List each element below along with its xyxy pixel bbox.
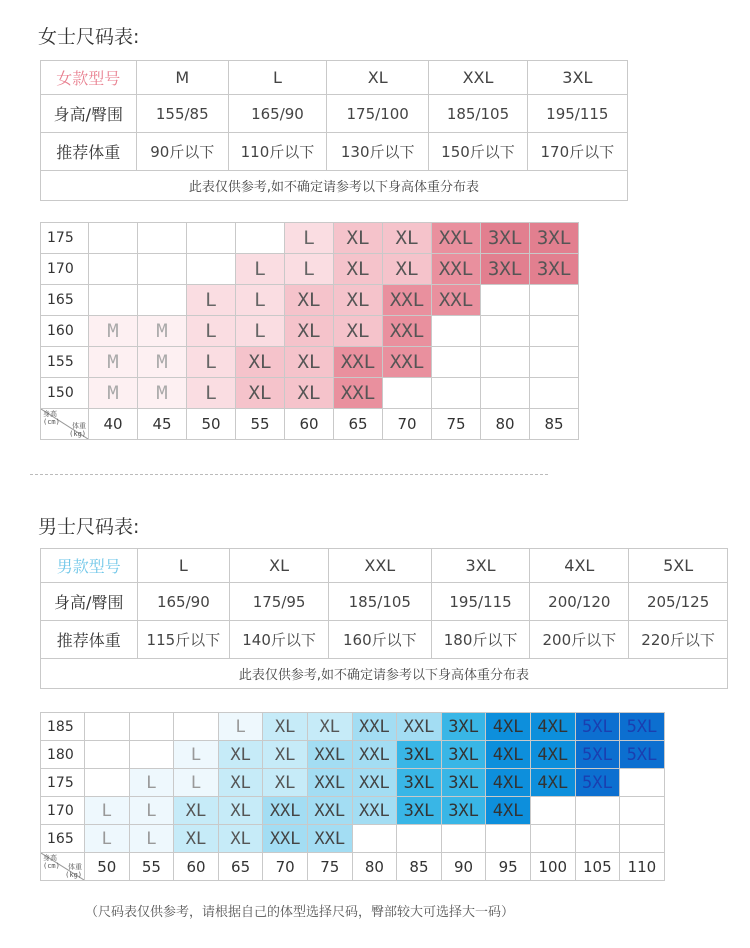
men-grid-cell: 5XL <box>575 713 620 741</box>
women-grid-cell: L <box>187 347 236 378</box>
men-size-3xl: 3XL <box>431 549 530 583</box>
women-height-label: 170 <box>41 254 89 285</box>
women-grid-cell: 3XL <box>530 254 579 285</box>
women-grid-cell: XL <box>334 223 383 254</box>
women-grid-cell: L <box>285 254 334 285</box>
men-grid-cell <box>129 713 174 741</box>
men-grid-cell: XXL <box>397 713 442 741</box>
women-size-l: L <box>228 61 326 95</box>
women-grid-cell: XXL <box>383 347 432 378</box>
men-grid-cell: XL <box>263 741 308 769</box>
men-grid-cell: XXL <box>352 797 397 825</box>
women-grid-row <box>41 285 579 316</box>
men-grid-cell: XL <box>307 713 352 741</box>
men-row2-cell: 180斤以下 <box>431 621 530 659</box>
section-divider <box>30 474 548 475</box>
men-grid-cell <box>620 769 665 797</box>
women-size-3xl: 3XL <box>527 61 627 95</box>
women-grid-cell <box>481 316 530 347</box>
women-grid-cell: XXL <box>383 285 432 316</box>
women-grid-cell: XXL <box>432 223 481 254</box>
men-row1-cell: 195/115 <box>431 583 530 621</box>
women-section-title: 女士尺码表: <box>38 26 140 48</box>
women-grid-row <box>41 316 579 347</box>
women-weight-label: 80 <box>481 409 530 440</box>
men-grid-cell: XL <box>218 797 263 825</box>
women-grid-cell <box>383 378 432 409</box>
men-grid-cell <box>441 825 486 853</box>
men-corner-weight-label <box>65 863 82 879</box>
men-grid-cell: XXL <box>307 825 352 853</box>
men-header-label: 男款型号 <box>41 549 138 583</box>
men-grid-cell <box>85 741 130 769</box>
women-grid-cell: L <box>285 223 334 254</box>
men-section-title: 男士尺码表: <box>38 516 140 538</box>
women-grid-cell: L <box>236 316 285 347</box>
women-weight-label: 75 <box>432 409 481 440</box>
men-corner-weight-unit: (kg) <box>65 871 82 879</box>
men-grid-row <box>41 741 665 769</box>
men-weight-label: 50 <box>85 853 130 881</box>
men-grid-cell: 4XL <box>486 797 531 825</box>
women-distribution-grid <box>40 222 579 440</box>
men-weight-label: 85 <box>397 853 442 881</box>
women-grid-cell <box>138 223 187 254</box>
men-grid-row <box>41 797 665 825</box>
men-row2-cell: 160斤以下 <box>328 621 431 659</box>
women-row1-cell: 195/115 <box>527 95 627 133</box>
women-grid-cell <box>138 254 187 285</box>
men-distribution-grid <box>40 712 665 881</box>
women-size-xxl: XXL <box>429 61 527 95</box>
women-weight-label: 40 <box>89 409 138 440</box>
men-grid-cell: 5XL <box>575 769 620 797</box>
women-grid-cell: XL <box>383 223 432 254</box>
men-row2-cell: 115斤以下 <box>137 621 230 659</box>
men-grid-cell: L <box>218 713 263 741</box>
men-grid-cell: 3XL <box>441 769 486 797</box>
men-grid-cell: 5XL <box>575 741 620 769</box>
women-grid-cell: XXL <box>432 285 481 316</box>
men-grid-cell: XXL <box>352 713 397 741</box>
women-height-label: 165 <box>41 285 89 316</box>
women-row2-cell: 90斤以下 <box>136 133 228 171</box>
men-weight-label: 70 <box>263 853 308 881</box>
men-grid-cell <box>486 825 531 853</box>
men-grid-cell <box>85 713 130 741</box>
men-grid-cell: XL <box>218 769 263 797</box>
women-row1-cell: 185/105 <box>429 95 527 133</box>
women-row2-cell: 170斤以下 <box>527 133 627 171</box>
men-grid-cell: XXL <box>352 741 397 769</box>
men-row1-cell: 205/125 <box>629 583 728 621</box>
women-grid-cell: XL <box>285 285 334 316</box>
men-grid-row <box>41 713 665 741</box>
women-grid-cell <box>432 316 481 347</box>
women-grid-cell: XL <box>383 254 432 285</box>
women-grid-cell <box>187 254 236 285</box>
women-height-label: 160 <box>41 316 89 347</box>
women-row1-cell: 165/90 <box>228 95 326 133</box>
women-grid-cell: M <box>138 378 187 409</box>
men-grid-cell <box>352 825 397 853</box>
men-grid-cell: L <box>85 825 130 853</box>
women-height-label: 155 <box>41 347 89 378</box>
women-weight-label: 65 <box>334 409 383 440</box>
women-row2-label: 推荐体重 <box>41 133 137 171</box>
men-grid-cell: 5XL <box>620 713 665 741</box>
men-size-5xl: 5XL <box>629 549 728 583</box>
women-weight-label: 45 <box>138 409 187 440</box>
men-grid-cell: 3XL <box>397 741 442 769</box>
men-weight-label: 55 <box>129 853 174 881</box>
men-grid-cell <box>575 825 620 853</box>
men-grid-cell: XXL <box>263 797 308 825</box>
men-grid-cell: XL <box>174 797 219 825</box>
women-grid-cell: L <box>236 254 285 285</box>
women-grid-cell: XL <box>334 285 383 316</box>
men-grid-cell: 3XL <box>441 797 486 825</box>
women-note: 此表仅供参考,如不确定请参考以下身高体重分布表 <box>41 171 628 201</box>
men-grid-cell: XL <box>263 769 308 797</box>
men-grid-cell: 3XL <box>397 769 442 797</box>
women-grid-cell: XL <box>334 254 383 285</box>
women-grid-row <box>41 254 579 285</box>
women-grid-cell: L <box>187 316 236 347</box>
men-grid-cell: 4XL <box>530 741 575 769</box>
men-grid-cell: L <box>129 825 174 853</box>
women-grid-row <box>41 378 579 409</box>
men-grid-cell <box>620 825 665 853</box>
women-weight-label: 55 <box>236 409 285 440</box>
men-weight-label: 80 <box>352 853 397 881</box>
men-weight-label: 95 <box>486 853 531 881</box>
men-grid-cell: 3XL <box>441 713 486 741</box>
men-weight-label: 110 <box>620 853 665 881</box>
men-corner-height-label <box>43 854 60 870</box>
women-weight-label: 60 <box>285 409 334 440</box>
women-grid-row <box>41 223 579 254</box>
women-grid-cell: 3XL <box>481 254 530 285</box>
women-row2-cell: 130斤以下 <box>327 133 429 171</box>
women-weight-label: 85 <box>530 409 579 440</box>
men-grid-cell: 4XL <box>486 741 531 769</box>
women-grid-cell: XL <box>285 378 334 409</box>
men-row1-cell: 165/90 <box>137 583 230 621</box>
men-grid-cell: L <box>129 797 174 825</box>
women-grid-cell: M <box>138 316 187 347</box>
men-grid-cell <box>397 825 442 853</box>
men-grid-cell: XXL <box>263 825 308 853</box>
men-grid-cell <box>129 741 174 769</box>
women-grid-cell <box>530 316 579 347</box>
women-row1-cell: 175/100 <box>327 95 429 133</box>
men-grid-cell: L <box>129 769 174 797</box>
women-grid-cell: 3XL <box>481 223 530 254</box>
women-corner-weight-text: 体重 <box>72 422 86 430</box>
men-grid-cell <box>530 825 575 853</box>
men-row2-cell: 220斤以下 <box>629 621 728 659</box>
men-size-l: L <box>137 549 230 583</box>
women-grid-cell: 3XL <box>530 223 579 254</box>
men-grid-cell: XXL <box>307 741 352 769</box>
women-grid-cell: XL <box>236 347 285 378</box>
men-grid-cell: XL <box>174 825 219 853</box>
men-size-xxl: XXL <box>328 549 431 583</box>
men-grid-cell: XL <box>218 825 263 853</box>
men-grid-cell: XXL <box>352 769 397 797</box>
men-grid-cell: XXL <box>307 797 352 825</box>
women-grid-cell: XL <box>285 316 334 347</box>
men-weight-label: 100 <box>530 853 575 881</box>
women-grid-cell: XL <box>285 347 334 378</box>
men-row1-cell: 175/95 <box>230 583 329 621</box>
men-grid-cell <box>530 797 575 825</box>
men-corner-height-text: 身高 <box>43 854 57 862</box>
women-grid-cell <box>432 347 481 378</box>
men-grid-cell: XL <box>218 741 263 769</box>
women-grid-cell: L <box>187 378 236 409</box>
women-grid-cell: M <box>138 347 187 378</box>
women-grid-cell: XXL <box>334 347 383 378</box>
men-grid-cell: XL <box>263 713 308 741</box>
women-grid-cell: M <box>89 378 138 409</box>
men-grid-cell <box>620 797 665 825</box>
women-grid-row <box>41 347 579 378</box>
men-weight-label: 65 <box>218 853 263 881</box>
women-corner-height-label <box>43 410 60 426</box>
men-height-label: 180 <box>41 741 85 769</box>
men-corner-weight-text: 体重 <box>68 863 82 871</box>
women-grid-cell: M <box>89 347 138 378</box>
men-corner-height-unit: (cm) <box>43 862 60 870</box>
women-grid-cell: M <box>89 316 138 347</box>
women-height-label: 150 <box>41 378 89 409</box>
men-grid-cell: 4XL <box>530 713 575 741</box>
men-row1-cell: 185/105 <box>328 583 431 621</box>
men-height-label: 165 <box>41 825 85 853</box>
men-weight-row <box>41 853 665 881</box>
women-grid-cell <box>481 347 530 378</box>
women-corner-weight-label <box>69 422 86 438</box>
men-height-label: 175 <box>41 769 85 797</box>
women-grid-cell: XXL <box>383 316 432 347</box>
women-row1-cell: 155/85 <box>136 95 228 133</box>
women-grid-cell <box>187 223 236 254</box>
men-grid-cell: L <box>174 741 219 769</box>
men-grid-row <box>41 769 665 797</box>
women-header-label: 女款型号 <box>41 61 137 95</box>
women-corner-weight-unit: (kg) <box>69 430 86 438</box>
men-grid-cell: 4XL <box>530 769 575 797</box>
women-grid-cell: XL <box>334 316 383 347</box>
women-grid-cell <box>236 223 285 254</box>
women-corner-height-text: 身高 <box>43 410 57 418</box>
women-size-m: M <box>136 61 228 95</box>
women-grid-cell <box>481 378 530 409</box>
men-grid-cell: 3XL <box>397 797 442 825</box>
men-weight-label: 75 <box>307 853 352 881</box>
men-row1-label: 身高/臀围 <box>41 583 138 621</box>
women-grid-cell: XXL <box>432 254 481 285</box>
men-size-4xl: 4XL <box>530 549 629 583</box>
women-grid-cell <box>89 223 138 254</box>
women-grid-cell <box>89 254 138 285</box>
women-weight-row <box>41 409 579 440</box>
men-spec-table <box>40 548 728 689</box>
women-grid-cell: XXL <box>334 378 383 409</box>
men-grid-cell: L <box>85 797 130 825</box>
men-row1-cell: 200/120 <box>530 583 629 621</box>
women-corner-cell <box>41 409 89 440</box>
men-grid-cell: 4XL <box>486 769 531 797</box>
men-grid-cell: XXL <box>307 769 352 797</box>
women-grid-cell <box>432 378 481 409</box>
men-grid-cell <box>85 769 130 797</box>
men-grid-cell: 3XL <box>441 741 486 769</box>
women-row2-cell: 150斤以下 <box>429 133 527 171</box>
women-weight-label: 70 <box>383 409 432 440</box>
women-grid-cell <box>89 285 138 316</box>
men-row2-label: 推荐体重 <box>41 621 138 659</box>
men-grid-row <box>41 825 665 853</box>
women-size-xl: XL <box>327 61 429 95</box>
men-grid-cell: 5XL <box>620 741 665 769</box>
men-row2-cell: 140斤以下 <box>230 621 329 659</box>
men-weight-label: 60 <box>174 853 219 881</box>
women-grid-cell <box>530 378 579 409</box>
women-grid-cell: XL <box>236 378 285 409</box>
women-weight-label: 50 <box>187 409 236 440</box>
women-grid-cell <box>530 347 579 378</box>
women-grid-cell <box>138 285 187 316</box>
men-row2-cell: 200斤以下 <box>530 621 629 659</box>
men-height-label: 170 <box>41 797 85 825</box>
men-weight-label: 105 <box>575 853 620 881</box>
women-grid-cell <box>481 285 530 316</box>
women-height-label: 175 <box>41 223 89 254</box>
women-row2-cell: 110斤以下 <box>228 133 326 171</box>
women-grid-cell: L <box>236 285 285 316</box>
women-spec-table <box>40 60 628 201</box>
men-corner-cell <box>41 853 85 881</box>
men-weight-label: 90 <box>441 853 486 881</box>
men-grid-cell: L <box>174 769 219 797</box>
women-row1-label: 身高/臀围 <box>41 95 137 133</box>
women-grid-cell <box>530 285 579 316</box>
men-grid-cell: 4XL <box>486 713 531 741</box>
women-grid-cell: L <box>187 285 236 316</box>
men-grid-cell <box>575 797 620 825</box>
men-size-xl: XL <box>230 549 329 583</box>
men-grid-cell <box>174 713 219 741</box>
footnote: （尺码表仅供参考，请根据自己的体型选择尺码，臀部较大可选择大一码） <box>85 905 515 920</box>
men-note: 此表仅供参考,如不确定请参考以下身高体重分布表 <box>41 659 728 689</box>
men-height-label: 185 <box>41 713 85 741</box>
women-corner-height-unit: (cm) <box>43 418 60 426</box>
